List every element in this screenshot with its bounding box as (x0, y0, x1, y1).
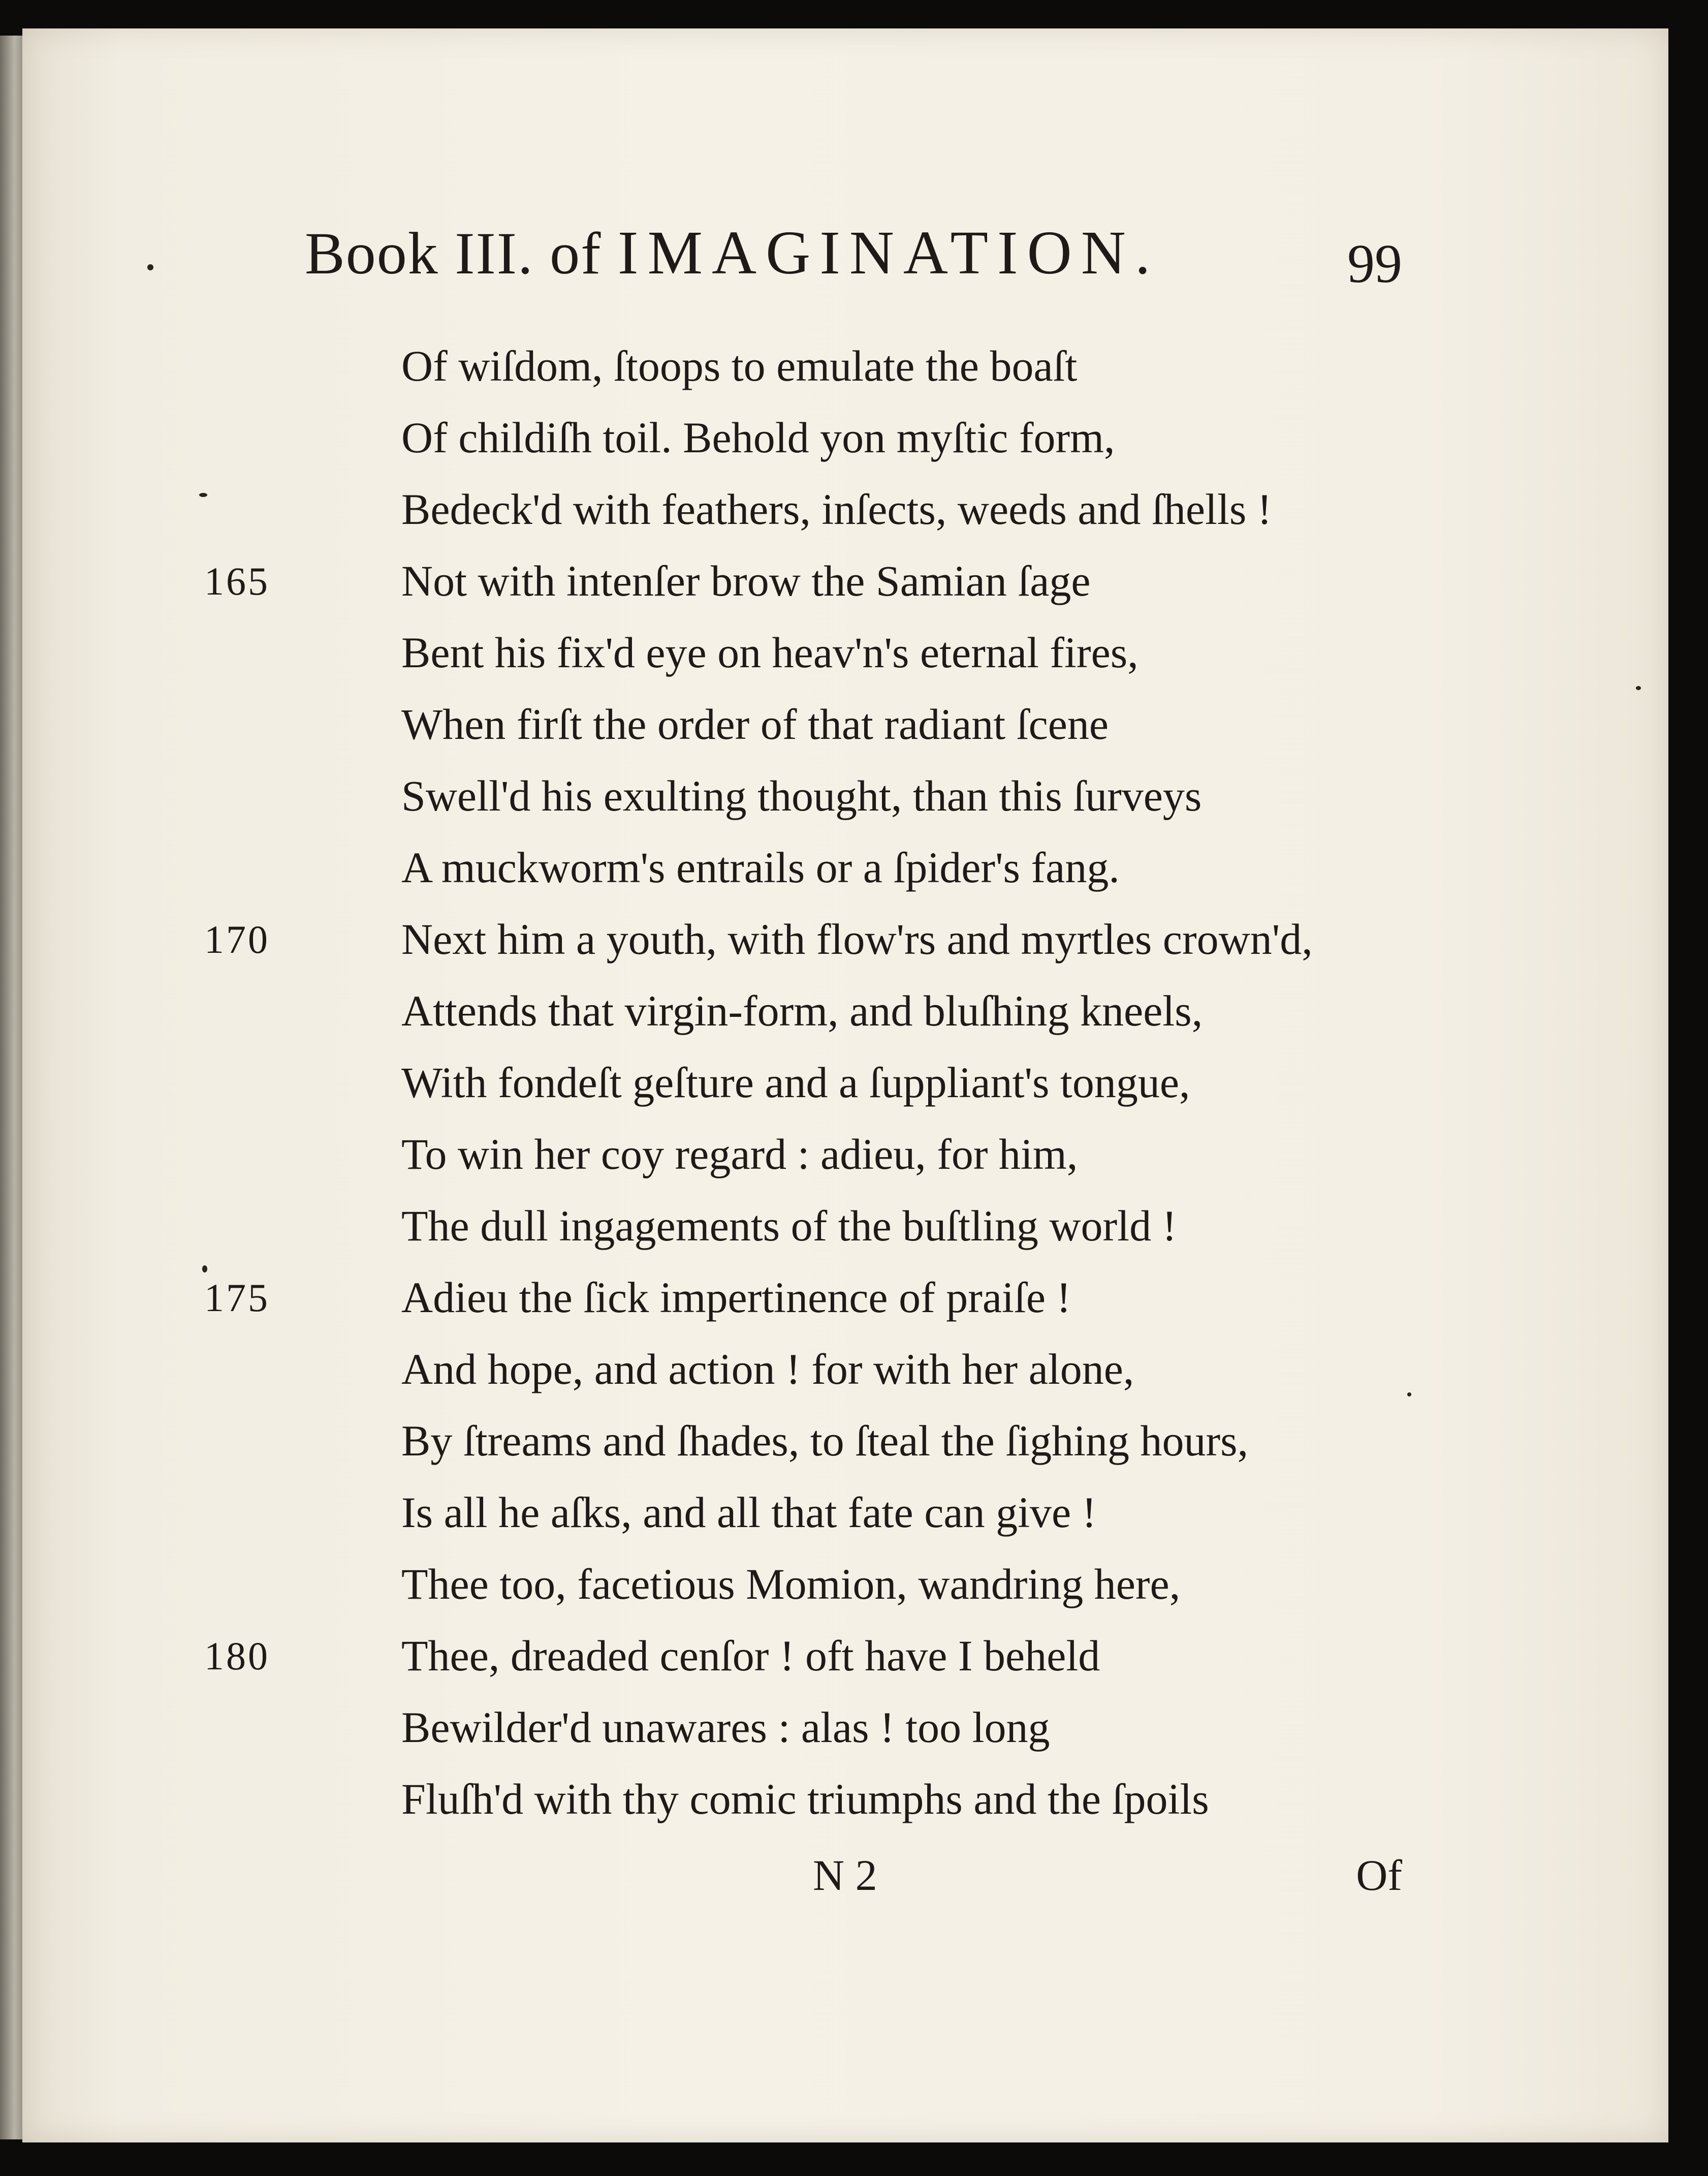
ink-speck (202, 1265, 207, 1272)
poem-line (300, 689, 1407, 760)
line-text: Not with intenſer brow the Samian ſage (401, 556, 1091, 605)
ink-speck (199, 493, 207, 497)
line-text: When firſt the order of that radiant ſcene (401, 700, 1109, 749)
poem-line (300, 1692, 1407, 1763)
page-number: 99 (1347, 234, 1402, 294)
line-text: Swell'd his exulting thought, than this ſurveys (401, 771, 1202, 820)
line-text: By ſtreams and ſhades, to ſteal the ſighing hours, (401, 1416, 1249, 1465)
ink-speck (1407, 1392, 1411, 1396)
poem-line (300, 1405, 1407, 1477)
poem-line (300, 1477, 1407, 1548)
poem-line (300, 1548, 1407, 1620)
catchword: Of (1356, 1851, 1402, 1900)
line-text: Of wiſdom, ſtoops to emulate the boaſt (401, 341, 1078, 390)
poem-line (300, 617, 1407, 689)
poem-line (300, 330, 1407, 402)
poem-line (300, 474, 1407, 545)
poem-line (204, 904, 1407, 975)
line-text: And hope, and action ! for with her alone, (401, 1345, 1134, 1393)
line-text: Bedeck'd with feathers, inſects, weeds and ſhells ! (401, 485, 1272, 534)
poem-line (300, 975, 1407, 1047)
line-text: Is all he aſks, and all that fate can give ! (401, 1488, 1097, 1537)
poem-text (204, 330, 1407, 1835)
line-text: Thee too, facetious Momion, wandring here, (401, 1560, 1181, 1608)
line-text: Adieu the ſick impertinence of praiſe ! (401, 1273, 1071, 1322)
ink-speck (147, 264, 153, 270)
line-text: To win her coy regard : adieu, for him, (401, 1130, 1078, 1178)
line-text: Of childiſh toil. Behold yon myſtic form, (401, 413, 1115, 462)
poem-line (204, 1262, 1407, 1333)
line-text: A muckworm's entrails or a ſpider's fang. (401, 843, 1120, 892)
line-text: Fluſh'd with thy comic triumphs and the ſpoils (401, 1775, 1209, 1823)
poem-line (204, 545, 1407, 617)
line-text: The dull ingagements of the buſtling world ! (401, 1201, 1177, 1250)
line-text: Attends that virgin-form, and bluſhing kneels, (401, 986, 1203, 1035)
poem-line (300, 402, 1407, 474)
poem-line (300, 760, 1407, 832)
line-number: 165 (204, 559, 270, 603)
line-number: 175 (204, 1276, 270, 1320)
running-head (305, 217, 1159, 289)
page-header (305, 207, 1402, 309)
line-text: Bewilder'd unawares : alas ! too long (401, 1703, 1050, 1752)
running-head-prefix: Book III. of (305, 220, 602, 287)
poem-line (204, 1620, 1407, 1692)
poem-line (300, 1190, 1407, 1262)
page-footer (305, 1850, 1402, 1911)
signature-mark: N 2 (813, 1851, 877, 1900)
poem-line (300, 1047, 1407, 1118)
ink-speck (1636, 686, 1641, 690)
line-number: 170 (204, 917, 270, 961)
poem-line (300, 1333, 1407, 1405)
poem-line (300, 1118, 1407, 1190)
line-text: Thee, dreaded cenſor ! oft have I beheld (401, 1631, 1100, 1680)
poem-line (300, 832, 1407, 904)
line-text: Next him a youth, with flow'rs and myrtles crown'd, (401, 915, 1313, 963)
line-number: 180 (204, 1634, 270, 1678)
running-head-title: IMAGINATION. (617, 219, 1160, 287)
poem-line (300, 1763, 1407, 1835)
line-text: With fondeſt geſture and a ſuppliant's tongue, (401, 1058, 1190, 1107)
line-text: Bent his fix'd eye on heav'n's eternal fires, (401, 628, 1138, 677)
